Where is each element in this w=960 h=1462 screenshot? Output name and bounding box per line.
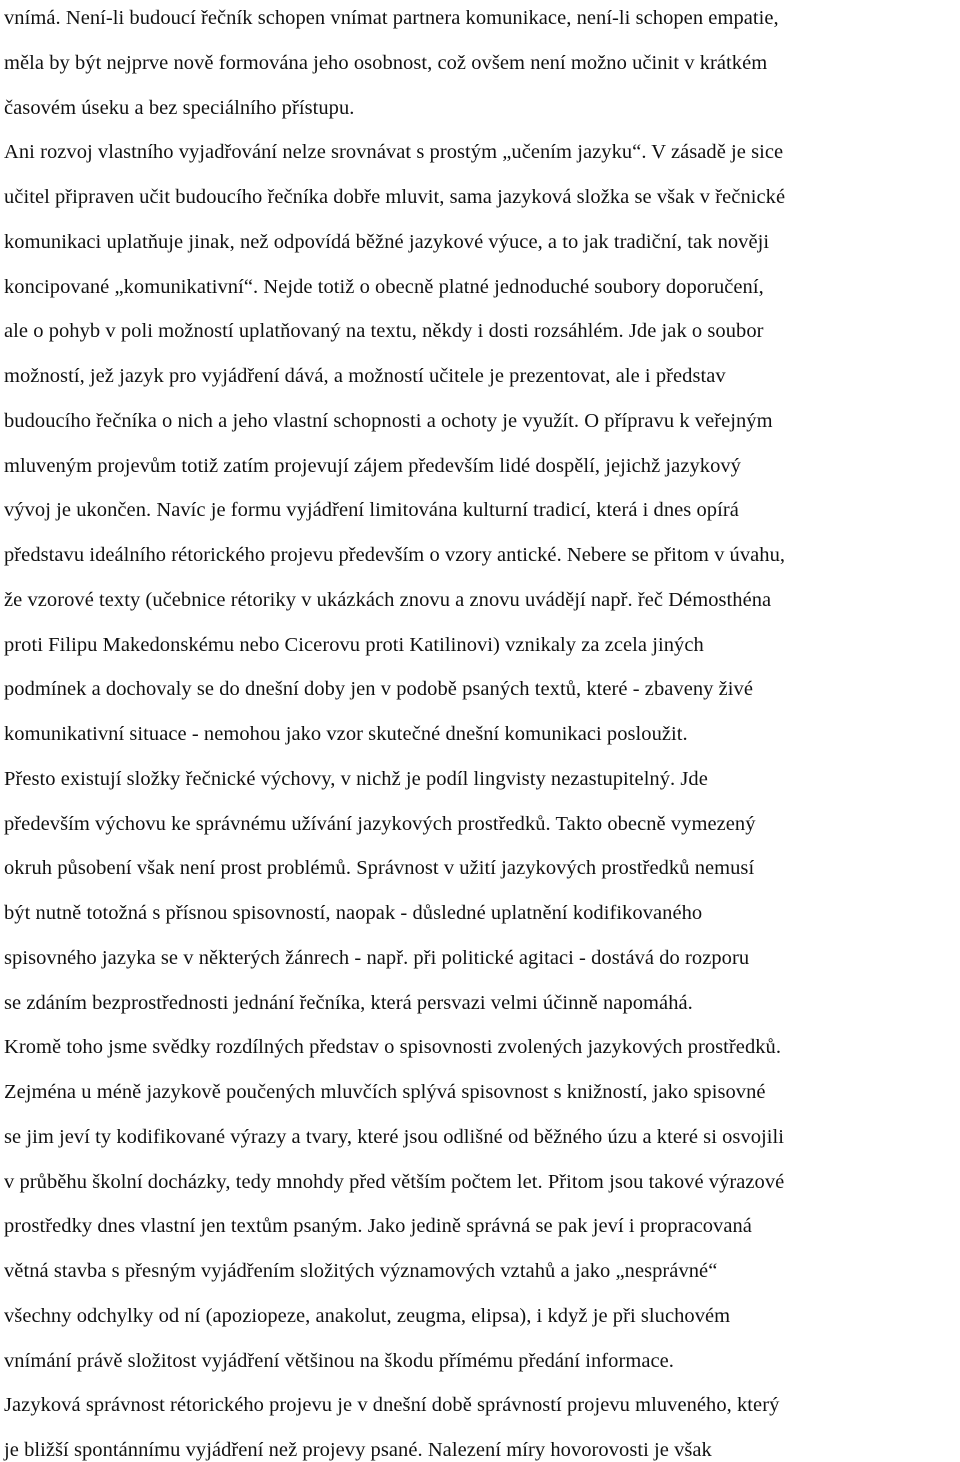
text-line: okruh působení však není prost problémů. Správnost v užití jazykových prostředků nemusí [4, 857, 755, 880]
text-line: komunikaci uplatňuje jinak, než odpovídá běžné jazykové výuce, a to jak tradiční, tak nověji [4, 230, 770, 253]
text-line: budoucího řečníka o nich a jeho vlastní schopnosti a ochoty je využít. O přípravu k veřejným [4, 409, 773, 432]
text-line: v průběhu školní docházky, tedy mnohdy před větším počtem let. Přitom jsou takové výrazové [4, 1170, 785, 1193]
text-line: učitel připraven učit budoucího řečníka dobře mluvit, sama jazyková složka se však v řečnické [4, 186, 786, 208]
text-line: možností, jež jazyk pro vyjádření dává, a možností učitele je prezentovat, ale i představ [4, 365, 726, 387]
text-line: komunikativní situace - nemohou jako vzor skutečné dnešní komunikaci posloužit. [4, 723, 688, 745]
text-line: podmínek a dochovaly se do dnešní doby jen v podobě psaných textů, které - zbaveny živé [4, 678, 753, 701]
text-line: především výchovu ke správnému užívání jazykových prostředků. Takto obecně vymezený [4, 812, 756, 835]
text-line: vnímá. Není-li budoucí řečník schopen vnímat partnera komunikace, není-li schopen empatie, [4, 7, 779, 29]
text-line: se jim jeví ty kodifikované výrazy a tvary, které jsou odlišné od běžného úzu a které si osvojili [4, 1125, 785, 1148]
text-line: koncipované „komunikativní“. Nejde totiž o obecně platné jednoduché soubory doporučení, [4, 275, 764, 298]
text-line: proti Filipu Makedonskému nebo Cicerovu proti Katilinovi) vznikaly za zcela jiných [4, 633, 704, 656]
text-line: být nutně totožná s přísnou spisovností, naopak - důsledné uplatnění kodifikovaného [4, 902, 703, 924]
text-line: všechny odchylky od ní (apoziopeze, anakolut, zeugma, elipsa), i když je při sluchovém [4, 1304, 731, 1327]
text-line: časovém úseku a bez speciálního přístupu. [4, 96, 355, 119]
text-line: představu ideálního rétorického projevu především o vzory antické. Nebere se přitom v úvahu, [4, 544, 786, 566]
text-line: Ani rozvoj vlastního vyjadřování nelze srovnávat s prostým „učením jazyku“. V zásadě je sice [4, 141, 784, 164]
text-line: Zejména u méně jazykově poučených mluvčích splývá spisovnost s knižností, jako spisovné [4, 1081, 766, 1103]
text-line: Jazyková správnost rétorického projevu je v dnešní době správností projevu mluveného, který [4, 1394, 780, 1417]
text-line: vnímání právě složitost vyjádření většinou na škodu přímému předání informace. [4, 1349, 674, 1372]
text-line: Přesto existují složky řečnické výchovy, v nichž je podíl lingvisty nezastupitelný. Jde [4, 767, 708, 790]
text-line: mluveným projevům totiž zatím projevují zájem především lidé dospělí, jejichž jazykový [4, 454, 741, 477]
text-line: ale o pohyb v poli možností uplatňovaný na textu, někdy i dosti rozsáhlém. Jde jak o soubor [4, 320, 764, 343]
text-line: prostředky dnes vlastní jen textům psaným. Jako jedině správná se pak jeví i propracovaná [4, 1215, 752, 1238]
text-line: větná stavba s přesným vyjádřením složitých významových vztahů a jako „nesprávné“ [4, 1260, 718, 1282]
text-line: vývoj je ukončen. Navíc je formu vyjádření limitována kulturní tradicí, která i dnes opírá [4, 499, 739, 522]
text-line: že vzorové texty (učebnice rétoriky v ukázkách znovu a znovu uvádějí např. řeč Démosthéna [4, 588, 772, 611]
text-line: měla by být nejprve nově formována jeho osobnost, což ovšem není možno učinit v krátkém [4, 51, 768, 74]
text-line: se zdáním bezprostřednosti jednání řečníka, která persvazi velmi účinně napomáhá. [4, 991, 693, 1014]
text-line: je bližší spontánnímu vyjádření než projevy psané. Nalezení míry hovorovosti je však [4, 1439, 712, 1461]
text-line: spisovného jazyka se v některých žánrech - např. při politické agitaci - dostává do rozporu [4, 946, 750, 969]
text-line: Kromě toho jsme svědky rozdílných představ o spisovnosti zvolených jazykových prostředků. [4, 1036, 782, 1059]
